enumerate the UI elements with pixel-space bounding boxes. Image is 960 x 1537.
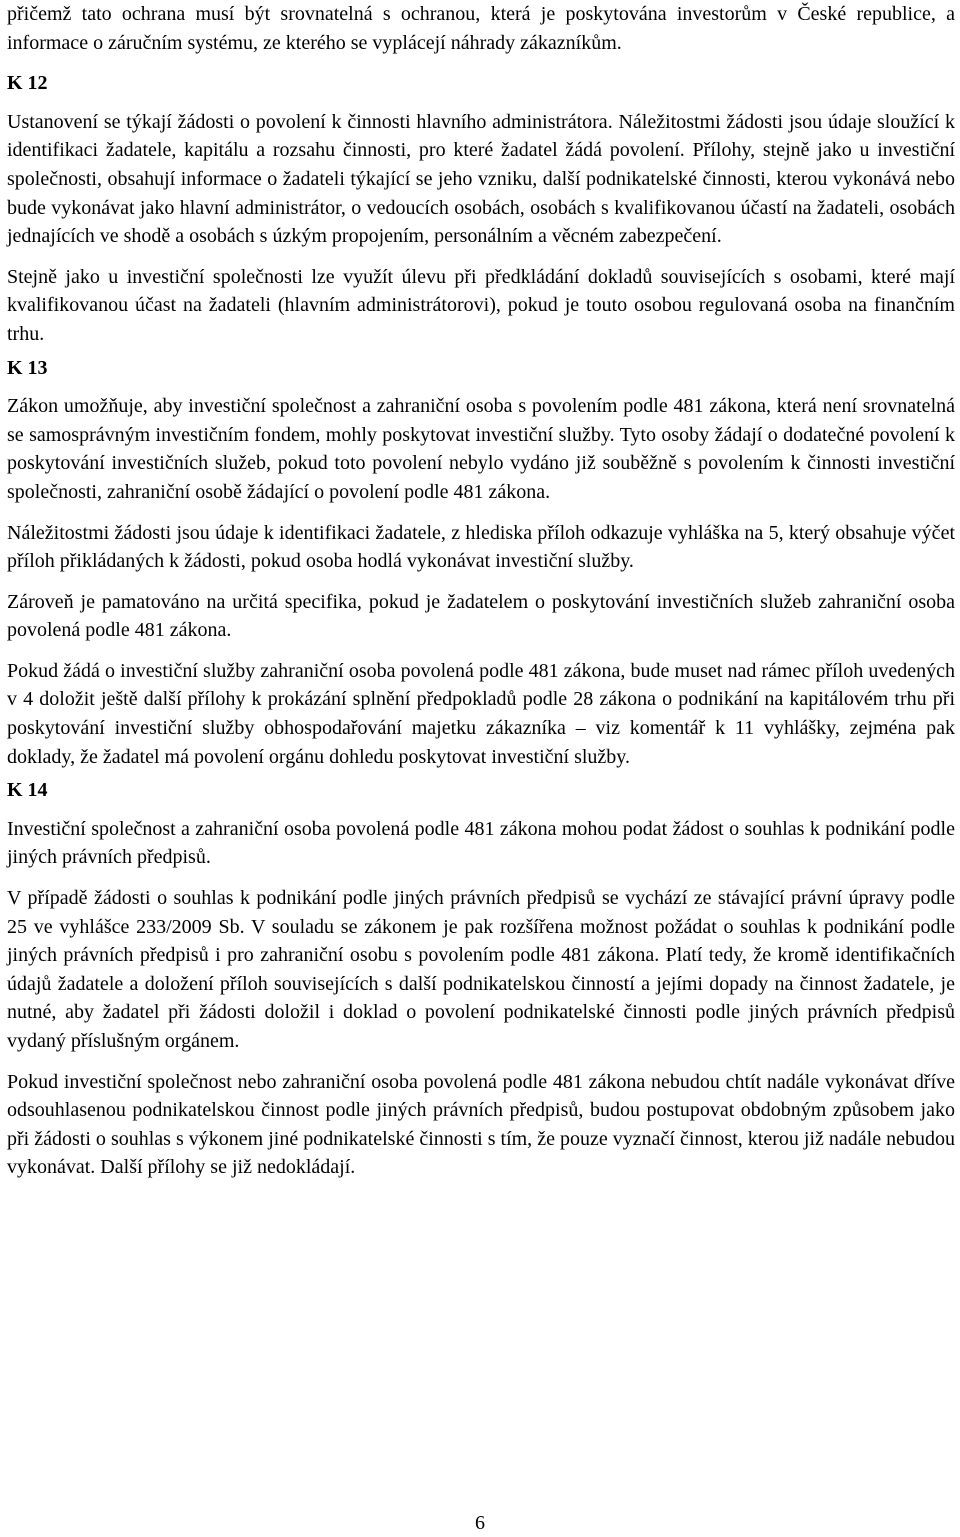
section-heading-k14: K 14: [7, 779, 48, 802]
section-heading-k12: K 12: [7, 72, 48, 95]
paragraph: Ustanovení se týkají žádosti o povolení k činnosti hlavního administrátora. Náležitostmi žádosti jsou údaje sloužící k identifikaci žadatele, kapitálu a rozsahu činnosti, pro které žadatel žádá povolení. Přílohy, stejně jako u investiční společnosti, obsahují informace o žadateli týkající se jeho vzniku, další podnikatelské činnosti, kterou vykonává nebo bude vykonávat jako hlavní administrátor, o vedoucích osobách, osobách s kvalifikovanou účastí na žadateli, osobách jednajících ve shodě a osobách s úzkým propojením, personálním a věcném zabezpečení.: [7, 110, 955, 248]
paragraph: přičemž tato ochrana musí být srovnatelná s ochranou, která je poskytována investorům v České republice, a informace o záručním systému, ze kterého se vyplácejí náhrady zákazníkům.: [7, 3, 955, 54]
paragraph: Pokud žádá o investiční služby zahraniční osoba povolená podle 481 zákona, bude muset nad rámec příloh uvedených v 4 doložit ještě další přílohy k prokázání splnění předpokladů podle 28 zákona o podnikání na kapitálovém trhu při poskytování investiční služby obhospodařování majetku zákazníka – viz komentář k 11 vyhlášky, zejména pak doklady, že žadatel má povolení orgánu dohledu poskytovat investiční služby.: [7, 659, 955, 768]
paragraph: Investiční společnost a zahraniční osoba povolená podle 481 zákona mohou podat žádost o souhlas k podnikání podle jiných právních předpisů.: [7, 817, 955, 869]
paragraph: V případě žádosti o souhlas k podnikání podle jiných právních předpisů se vychází ze stávající právní úpravy podle 25 ve vyhlášce 233/2009 Sb. V souladu se zákonem je pak rozšířena možnost požádat o souhlas k podnikání podle jiných právních předpisů i pro zahraniční osobu s povolením podle 481 zákona. Platí tedy, že kromě identifikačních údajů žadatele a doložení příloh souvisejících s další podnikatelskou činností a jejími dopady na činnost žadatele, je nutné, aby žadatel při žádosti doložil i doklad o povolení podnikatelské činnosti podle jiných právních předpisů vydaný příslušným orgánem.: [7, 887, 955, 1052]
paragraph: Zároveň je pamatováno na určitá specifika, pokud je žadatelem o poskytování investičních služeb zahraniční osoba povolená podle 481 zákona.: [7, 590, 955, 642]
document-page: [7, 0, 955, 1537]
paragraph: Pokud investiční společnost nebo zahraniční osoba povolená podle 481 zákona nebudou chtít nadále vykonávat dříve odsouhlasenou podnikatelskou činnost podle jiných právních předpisů, budou postupovat obdobným způsobem jako při žádosti o souhlas s výkonem jiné podnikatelské činnosti s tím, že pouze vyznačí činnost, kterou již nadále nebudou vykonávat. Další přílohy se již nedokládají.: [7, 1070, 955, 1179]
page-number: 6: [475, 1512, 485, 1534]
section-heading-k13: K 13: [7, 356, 48, 379]
paragraph: Náležitostmi žádosti jsou údaje k identifikaci žadatele, z hlediska příloh odkazuje vyhláška na 5, který obsahuje výčet příloh přikládaných k žádosti, pokud osoba hodlá vykonávat investiční služby.: [7, 521, 955, 573]
paragraph: Stejně jako u investiční společnosti lze využít úlevu při předkládání dokladů souvisejících s osobami, které mají kvalifikovanou účast na žadateli (hlavním administrátorovi), pokud je touto osobou regulovaná osoba na finančním trhu.: [7, 265, 955, 345]
paragraph: Zákon umožňuje, aby investiční společnost a zahraniční osoba s povolením podle 481 zákona, která není srovnatelná se samosprávným investičním fondem, mohly poskytovat investiční služby. Tyto osoby žádají o dodatečné povolení k poskytování investičních služeb, pokud toto povolení nebylo vydáno již souběžně s povolením k činnosti investiční společnosti, zahraniční osobě žádající o povolení podle 481 zákona.: [7, 395, 955, 503]
